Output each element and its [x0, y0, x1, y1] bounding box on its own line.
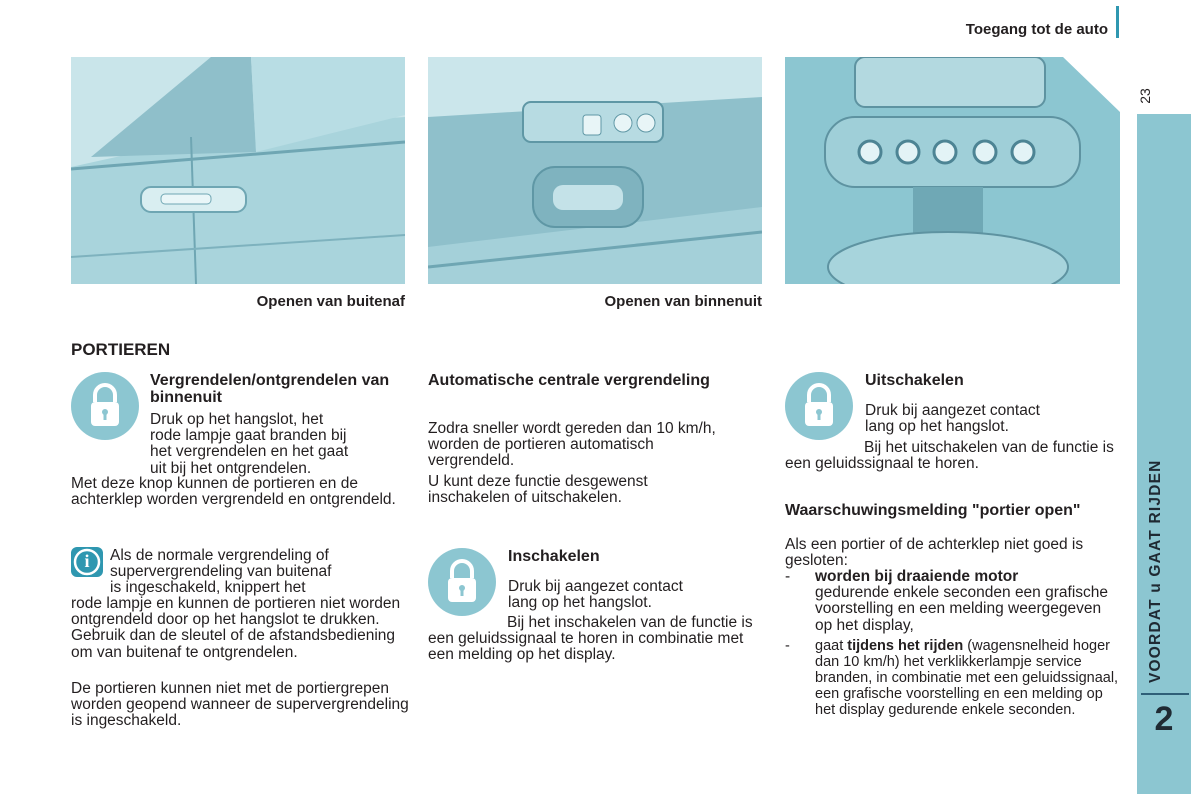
section-heading-portieren: PORTIEREN — [71, 340, 171, 359]
photo-caption-outside: Openen van buitenaf — [256, 293, 405, 310]
disable-title: Uitschakelen — [865, 372, 964, 389]
info-line-2: supervergrendeling van buitenaf — [110, 563, 332, 581]
padlock-icon — [785, 372, 853, 440]
bullet-dash: - — [785, 638, 790, 654]
door-open-warning-title: Waarschuwingsmelding "portier open" — [785, 502, 1081, 519]
bullet-2-bold: tijdens het rijden — [847, 638, 964, 654]
photo-outside-handle — [71, 57, 405, 284]
header-divider — [1116, 6, 1119, 38]
info-line-1: Als de normale vergrendeling of — [110, 547, 329, 564]
info-text-indented — [110, 548, 410, 597]
door-open-warning-intro: Als een portier of de achterklep niet goed is gesloten: — [785, 536, 1084, 570]
supervergrendeling-note: De portieren kunnen niet met de portiergrepen worden geopend wanneer de supervergrendeling is ingeschakeld. — [71, 680, 409, 730]
bullet-1-text: gedurende enkele seconden een grafische voorstelling en een melding weergegeven op het display, — [815, 584, 1109, 634]
enable-line-2: lang op het hangslot. — [508, 594, 652, 612]
info-line-3: is ingeschakeld, knippert het — [110, 579, 306, 597]
lock-inside-title: Vergrendelen/ontgrendelen van binnenuit — [150, 372, 390, 406]
lock-button-on-illustration — [428, 548, 496, 616]
section-title: Toegang tot de auto — [965, 21, 1108, 38]
disable-explanation: Bij het uitschakelen van de functie is een geluidssignaal te horen. — [785, 439, 1114, 473]
page-number: 23 — [1137, 88, 1153, 104]
lock-inside-line-1: Druk op het hangslot, het — [150, 411, 324, 428]
auto-lock-title: Automatische centrale vergrendeling — [428, 372, 710, 389]
auto-lock-text-1: Zodra sneller wordt gereden dan 10 km/h, worden de portieren automatisch vergrendeld. — [428, 420, 716, 470]
door-exterior-illustration — [71, 57, 405, 284]
chapter-tab-label: VOORDAT u GAAT RIJDEN — [1147, 459, 1164, 683]
photo-inside-handle — [428, 57, 762, 284]
photo-dashboard — [785, 57, 1120, 284]
chapter-tab-divider — [1141, 693, 1189, 695]
enable-title: Inschakelen — [508, 548, 600, 565]
warning-bullet-2 — [785, 638, 1120, 718]
lock-inside-line-2: rode lampje gaat branden bij — [150, 427, 347, 445]
info-text-rest: rode lampje en kunnen de portieren niet worden ontgrendeld door op het hangslot te drukken. Gebruik dan de sleutel of de afstandsbediening om van buitenaf te ontgrendelen. — [71, 595, 401, 661]
bullet-2-text: (wagensnelheid hoger dan 10 km/h) het verklikkerlampje service branden, in combinatie met een geluidssignaal, een grafische voorstelling en een melding op het display gedurende enkele seconden. — [815, 638, 1119, 718]
lock-inside-explanation: Met deze knop kunnen de portieren en de achterklep worden vergrendeld en ontgrendeld. — [71, 475, 396, 509]
chapter-tab — [1137, 114, 1191, 794]
bullet-2-prefix: gaat — [815, 638, 848, 654]
door-interior-illustration — [428, 57, 762, 284]
bullet-dash: - — [785, 568, 791, 585]
lock-inside-line-4: uit bij het ontgrendelen. — [150, 459, 312, 477]
dashboard-illustration — [785, 57, 1120, 284]
disable-line-2: lang op het hangslot. — [865, 418, 1009, 436]
auto-lock-text-2: U kunt deze functie desgewenst inschakelen of uitschakelen. — [428, 472, 648, 506]
photo-caption-inside: Openen van binnenuit — [604, 293, 762, 310]
lock-inside-text — [150, 412, 412, 477]
padlock-icon — [71, 372, 139, 440]
bullet-1-bold: worden bij draaiende motor — [815, 568, 1019, 585]
padlock-icon — [428, 548, 496, 616]
chapter-number: 2 — [1154, 700, 1174, 738]
warning-bullet-1 — [785, 569, 1120, 634]
disable-line-1: Druk bij aangezet contact — [865, 402, 1040, 419]
enable-line-1: Druk bij aangezet contact — [508, 578, 683, 595]
lock-inside-line-3: het vergrendelen en het gaat — [150, 443, 349, 461]
enable-explanation: Bij het inschakelen van de functie is een geluidssignaal te horen in combinatie met een melding op het display. — [428, 614, 753, 664]
lock-button-off-illustration — [785, 372, 853, 440]
lock-button-illustration — [71, 372, 139, 440]
info-letter: i — [84, 551, 90, 571]
info-icon — [71, 547, 103, 577]
